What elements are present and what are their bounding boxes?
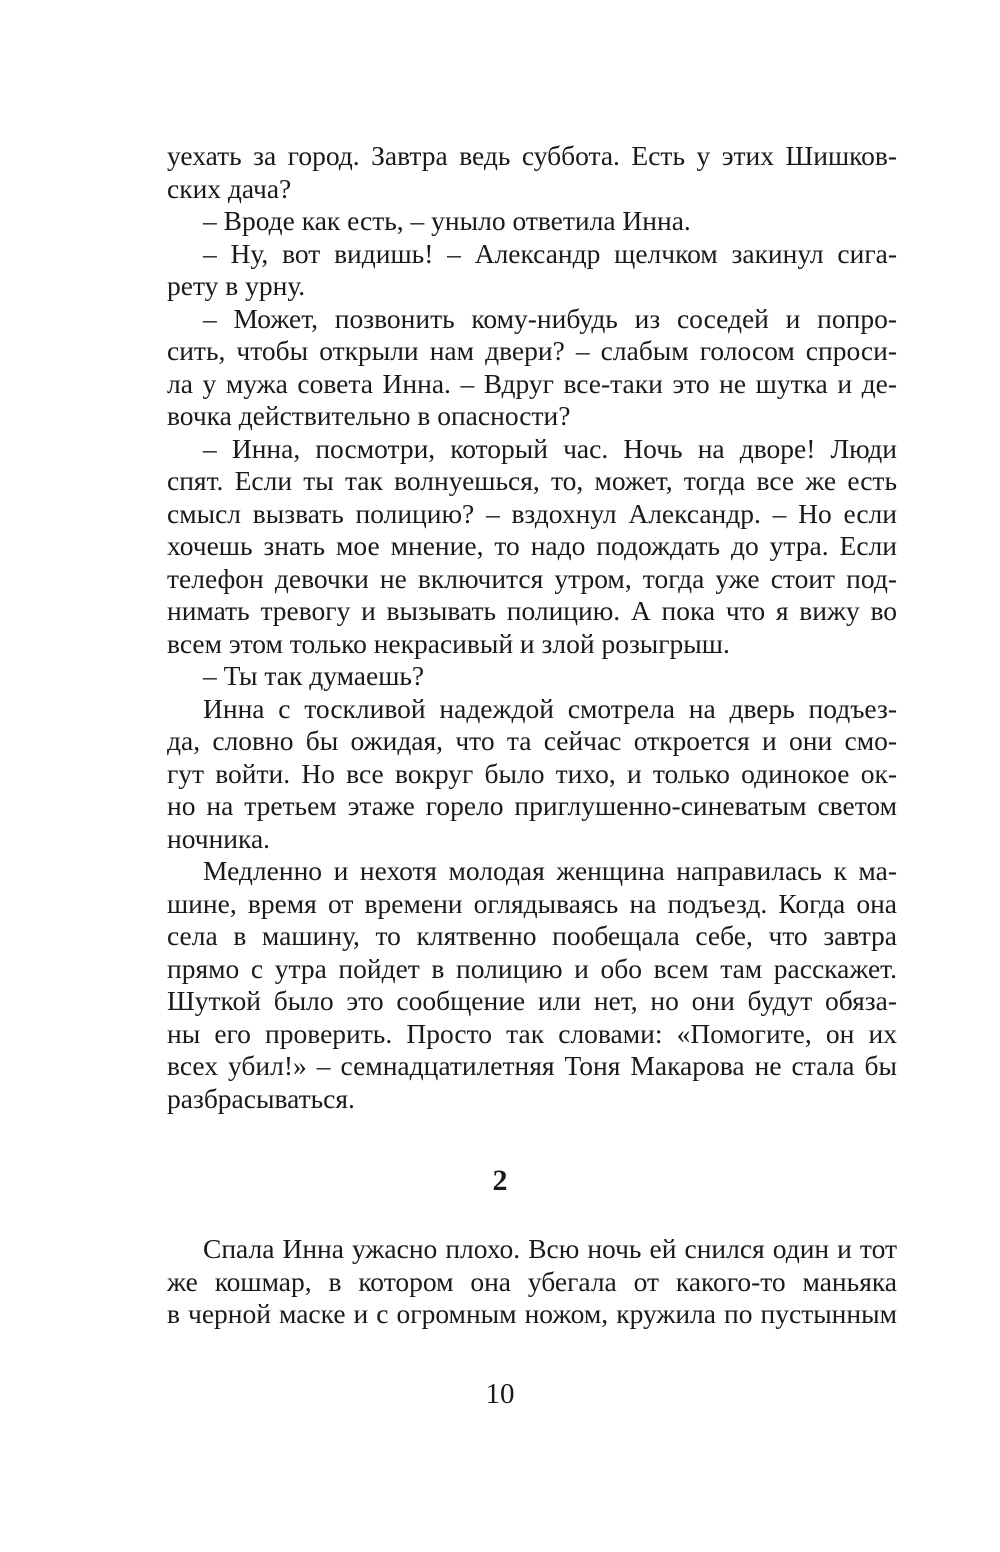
text-line: – Вроде как есть, – уныло ответила Инна. (203, 205, 691, 236)
text-line: хочешь знать мое мнение, то надо подождать до утра. Если (167, 530, 897, 561)
text-line: Шуткой было это сообщение или нет, но они будут обяза- (167, 985, 897, 1016)
text-line: разбрасываться. (167, 1082, 355, 1114)
text-line: спят. Если ты так волнуешься, то, может, тогда все же есть (167, 465, 897, 496)
text-line: в черной маске и с огромным ножом, кружила по пустынным (167, 1298, 897, 1329)
text-line: нимать тревогу и вызывать полицию. А пока что я вижу во (167, 595, 897, 626)
chapter-number: 2 (492, 1164, 508, 1197)
text-line: сить, чтобы открыли нам двери? – слабым голосом спроси- (167, 335, 897, 366)
text-line: ночника. (167, 822, 271, 854)
text-line: прямо с утра пойдет в полицию и обо всем там расскажет. (167, 952, 897, 984)
body-text (167, 140, 897, 1115)
text-line: уехать за город. Завтра ведь суббота. Есть у этих Шишков- (167, 140, 897, 171)
text-line: – Инна, посмотри, который час. Ночь на дворе! Люди (203, 432, 897, 464)
text-line: села в машину, то клятвенно пообещала себе, что завтра (167, 920, 897, 951)
text-line: да, словно бы ожидая, что та сейчас откроется и они смо- (167, 725, 897, 756)
text-line: вочка действительно в опасности? (167, 400, 571, 431)
text-line: рету в урну. (167, 270, 306, 301)
text-line: но на третьем этаже горело приглушенно-синеватым светом (167, 790, 897, 821)
text-line: шине, время от времени оглядываясь на подъезд. Когда она (167, 887, 897, 919)
text-line: гут войти. Но все вокруг было тихо, и только одинокое ок- (167, 757, 897, 789)
text-line: Спала Инна ужасно плохо. Всю ночь ей снился один и тот (203, 1233, 897, 1264)
text-line: смысл вызвать полицию? – вздохнул Александр. – Но если (167, 497, 897, 529)
text-line: Инна с тоскливой надеждой смотрела на дверь подъез- (203, 692, 897, 724)
page-number: 10 (485, 1378, 515, 1410)
text-line: ла у мужа совета Инна. – Вдруг все-таки это не шутка и де- (167, 367, 897, 399)
text-line: – Может, позвонить кому-нибудь из соседей и попро- (203, 302, 897, 334)
text-line: – Ну, вот видишь! – Александр щелчком закинул сига- (203, 237, 897, 269)
text-line: Медленно и нехотя молодая женщина направилась к ма- (203, 855, 897, 886)
text-line: – Ты так думаешь? (203, 660, 425, 691)
text-line: всем этом только некрасивый и злой розыгрыш. (167, 627, 730, 659)
text-line: всех убил!» – семнадцатилетняя Тоня Макарова не стала бы (167, 1050, 897, 1081)
text-line: ских дача? (167, 172, 292, 204)
text-line: же кошмар, в котором она убегала от какого-то маньяка (167, 1265, 897, 1297)
chapter-opening-text (167, 1233, 897, 1331)
text-line: ны его проверить. Просто так словами: «Помогите, он их (167, 1017, 897, 1049)
text-line: телефон девочки не включится утром, тогда уже стоит под- (167, 562, 897, 594)
